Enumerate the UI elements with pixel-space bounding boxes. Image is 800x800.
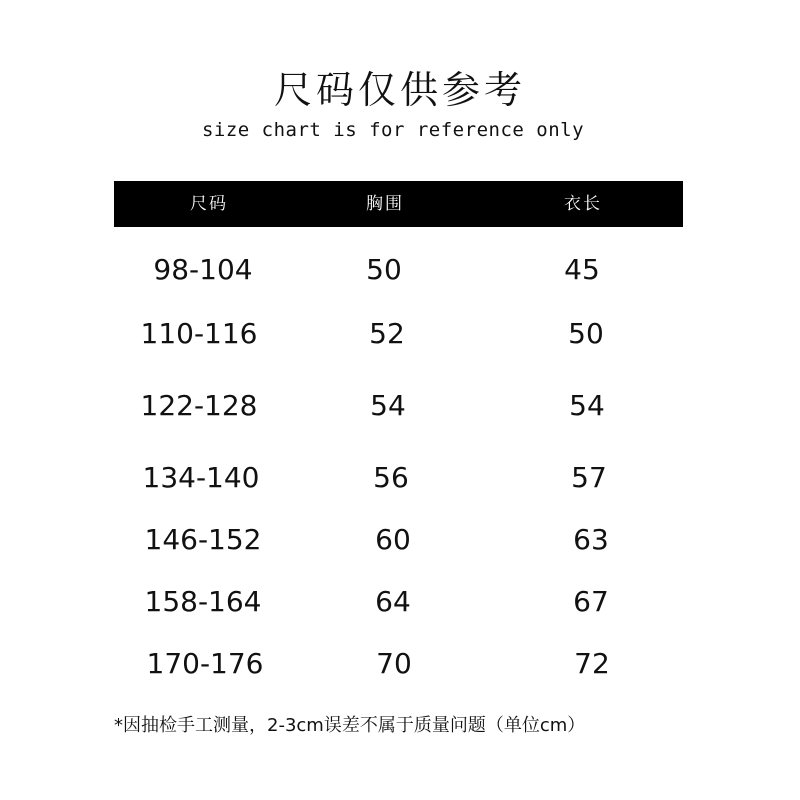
chest-cell: 52: [369, 317, 405, 350]
page-title: 尺码仅供参考: [273, 68, 526, 112]
chest-cell: 50: [366, 253, 402, 286]
measurement-note: *因抽检手工测量，2-3cm误差不属于质量问题（单位cm）: [114, 715, 586, 736]
chest-cell: 54: [370, 389, 406, 422]
size-cell: 170-176: [146, 647, 264, 680]
length-cell: 63: [573, 523, 609, 556]
size-cell: 110-116: [140, 317, 258, 350]
length-cell: 45: [564, 253, 600, 286]
length-cell: 67: [573, 585, 609, 618]
size-cell: 122-128: [140, 389, 258, 422]
size-cell: 98-104: [153, 253, 253, 286]
length-cell: 50: [568, 317, 604, 350]
size-cell: 146-152: [144, 523, 262, 556]
chest-cell: 70: [376, 647, 412, 680]
header-chest: 胸围: [366, 194, 404, 214]
header-size: 尺码: [190, 194, 228, 214]
size-cell: 158-164: [144, 585, 262, 618]
length-cell: 57: [571, 461, 607, 494]
chest-cell: 60: [375, 523, 411, 556]
page-subtitle: size chart is for reference only: [201, 119, 585, 141]
size-cell: 134-140: [142, 461, 260, 494]
table-header: [114, 181, 683, 227]
length-cell: 72: [574, 647, 610, 680]
chest-cell: 64: [375, 585, 411, 618]
length-cell: 54: [569, 389, 605, 422]
header-length: 衣长: [564, 194, 602, 214]
chest-cell: 56: [373, 461, 409, 494]
